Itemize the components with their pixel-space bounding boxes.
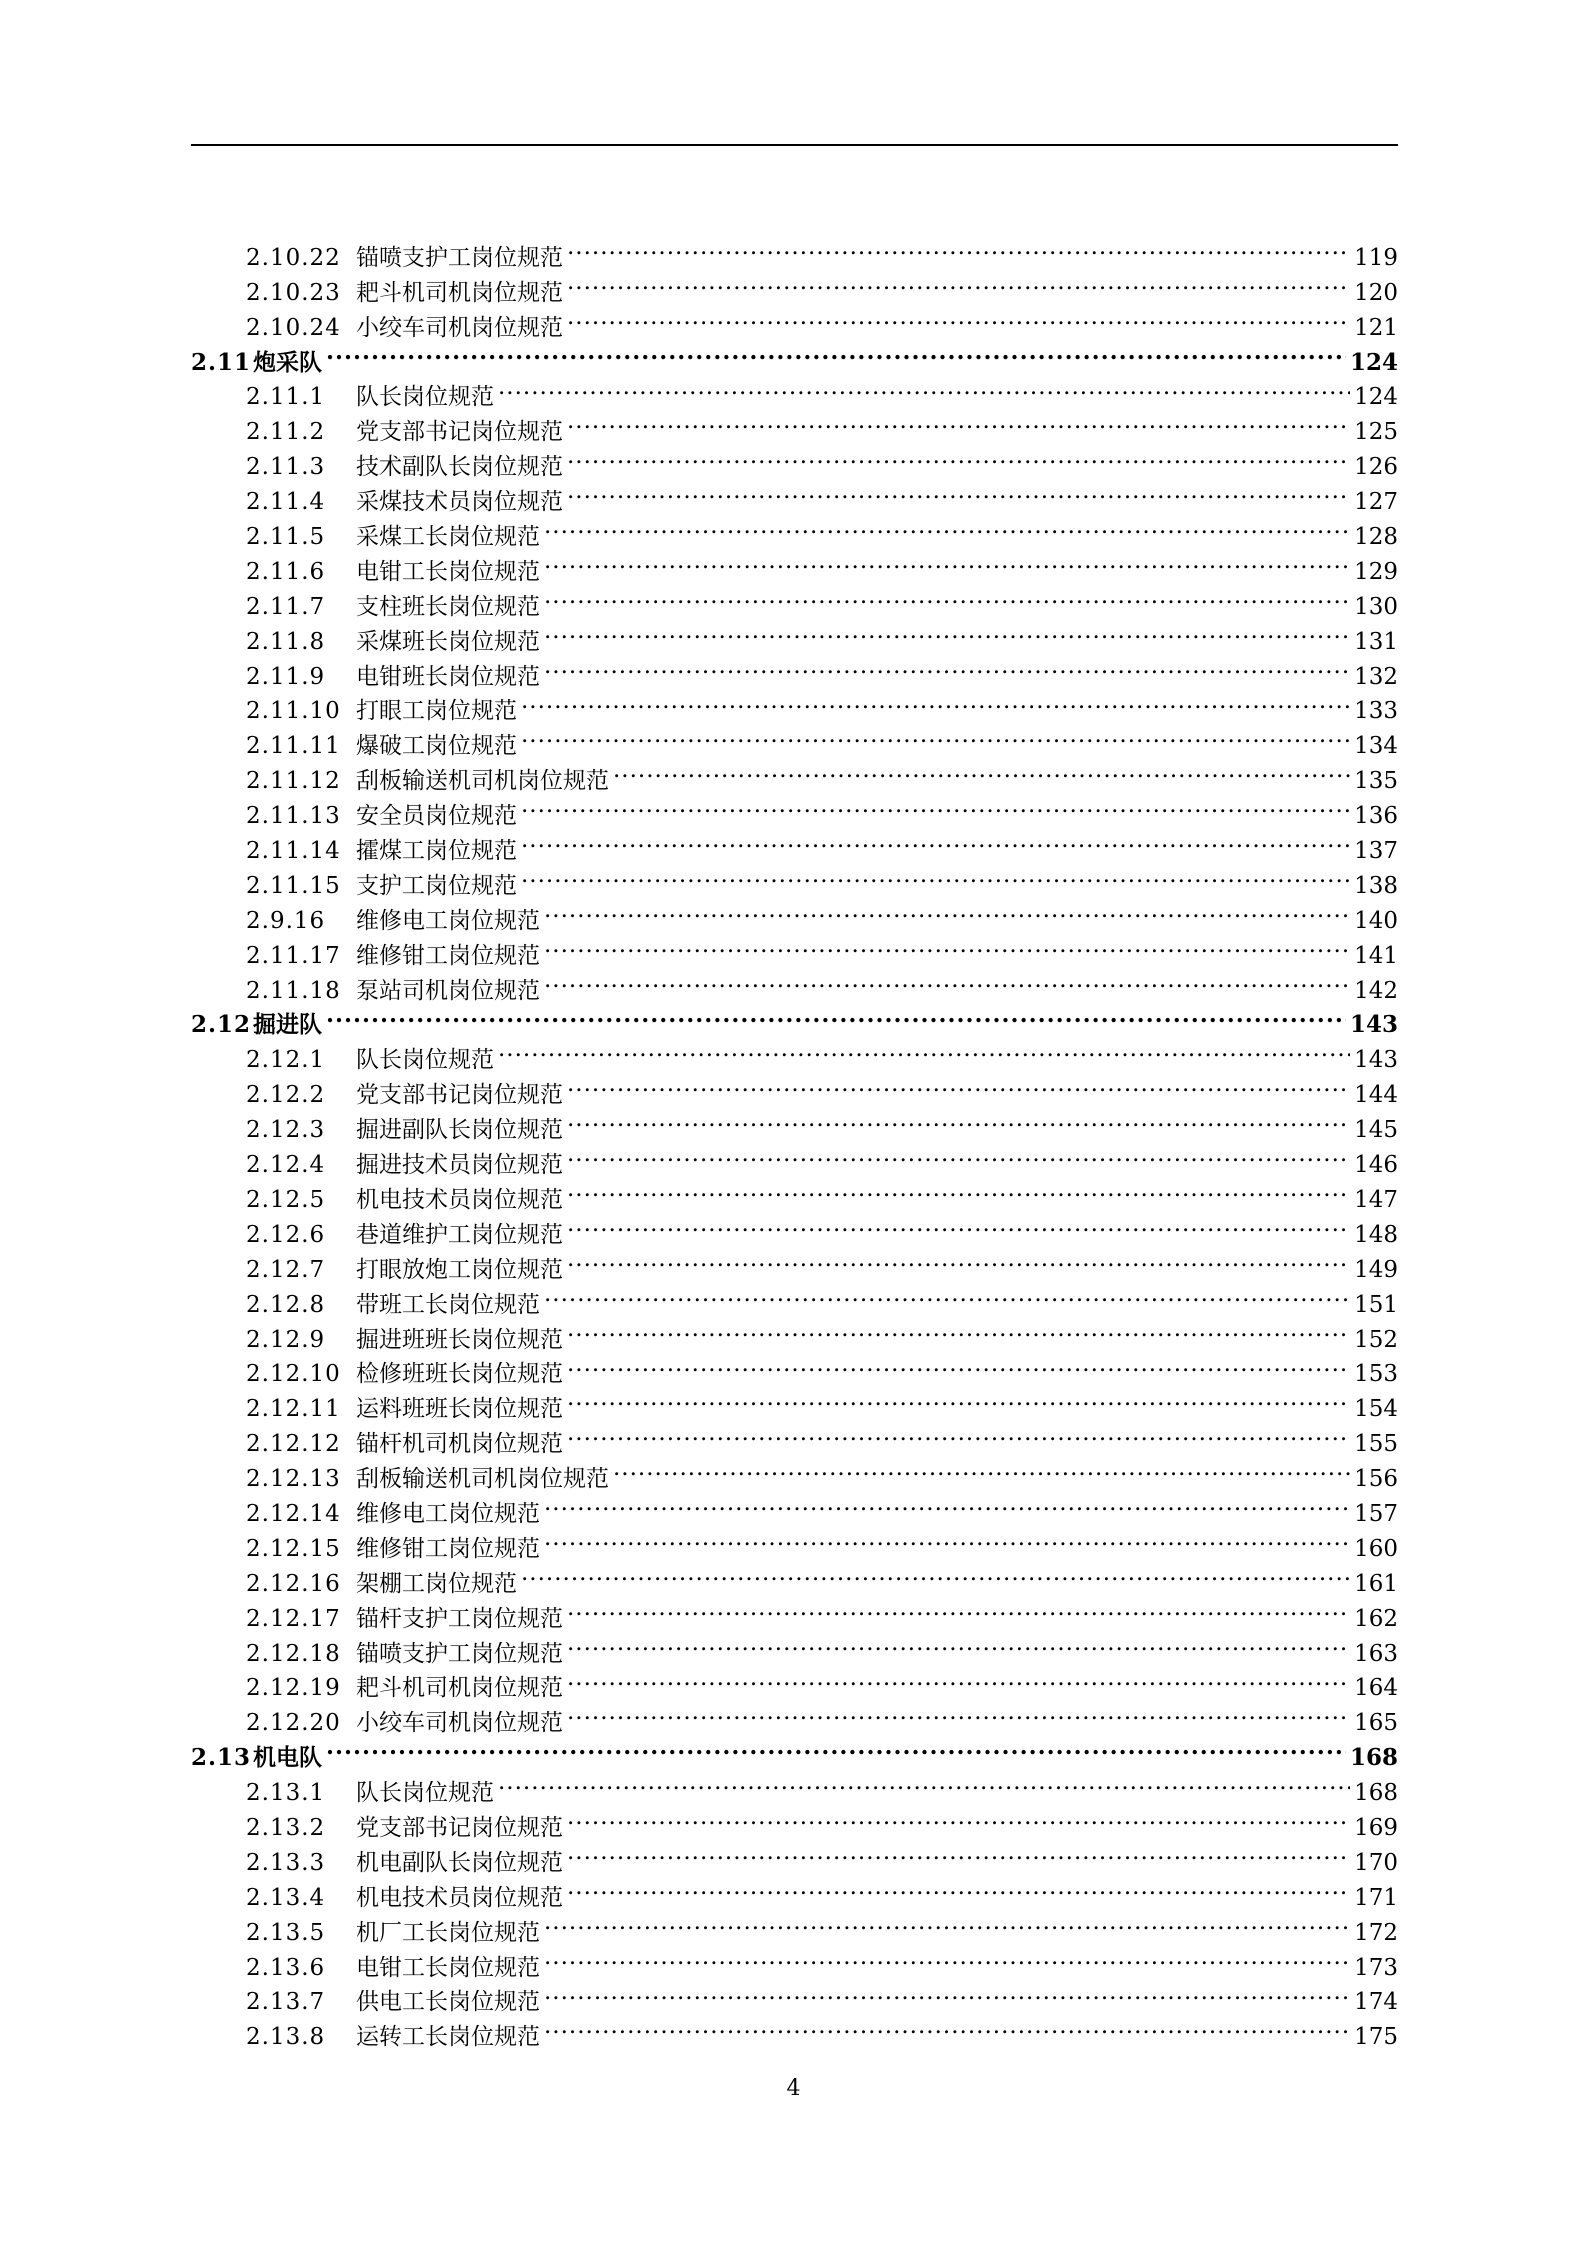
toc-entry-number: 2.12.12 [246,1431,341,1458]
toc-entry[interactable] [191,1765,1398,1807]
toc-entry-number: 2.11.14 [246,838,341,865]
toc-dot-leader [498,1032,1350,1067]
toc-entry-title: 掘进技术员岗位规范 [356,1152,563,1179]
toc-entry-title: 运料班班长岗位规范 [356,1396,563,1423]
toc-entry-number: 2.12.20 [246,1710,341,1737]
toc-dot-leader [567,1591,1350,1626]
toc-dot-leader [567,1347,1350,1382]
toc-entry-page: 119 [1354,244,1398,271]
toc-entry-page: 175 [1354,2024,1398,2051]
toc-dot-leader [326,998,1346,1033]
toc-entry-title: 攉煤工岗位规范 [356,838,517,865]
toc-entry-number: 2.13.5 [246,1919,326,1946]
toc-entry-title: 小绞车司机岗位规范 [356,1710,563,1737]
toc-entry-page: 126 [1354,454,1398,481]
toc-entry-page: 142 [1354,977,1398,1004]
toc-entry-page: 141 [1354,942,1398,969]
toc-entry-title: 队长岗位规范 [356,384,494,411]
toc-entry-number: 2.12 [191,1011,252,1039]
toc-entry[interactable] [191,1032,1398,1074]
toc-entry-number: 2.11.7 [246,593,326,620]
toc-entry-page: 127 [1354,489,1398,516]
toc-dot-leader [521,718,1350,753]
toc-entry-title: 掘进副队长岗位规范 [356,1117,563,1144]
toc-entry-number: 2.10.22 [246,244,341,271]
toc-dot-leader [544,1277,1350,1312]
page-number: 4 [786,2076,801,2101]
toc-dot-leader [544,1521,1350,1556]
toc-entry-page: 147 [1354,1186,1398,1213]
toc-entry-title: 维修钳工岗位规范 [356,1535,540,1562]
toc-entry-title: 炮采队 [253,348,322,376]
toc-entry-page: 125 [1354,419,1398,446]
toc-section-entry[interactable] [191,335,1398,376]
toc-dot-leader [498,370,1350,405]
toc-entry-title: 架棚工岗位规范 [356,1570,517,1597]
toc-entry-title: 巷道维护工岗位规范 [356,1221,563,1248]
toc-entry-page: 120 [1354,279,1398,306]
toc-entry-page: 132 [1354,663,1398,690]
toc-entry-page: 149 [1354,1256,1398,1283]
toc-entry-number: 2.11.2 [246,419,326,446]
toc-entry-page: 157 [1354,1500,1398,1527]
toc-dot-leader [521,823,1350,858]
toc-dot-leader [567,474,1350,509]
toc-entry-page: 151 [1354,1291,1398,1318]
toc-dot-leader [567,1137,1350,1172]
toc-dot-leader [613,753,1350,788]
toc-entry-number: 2.11.11 [246,733,341,760]
toc-entry-title: 电钳工长岗位规范 [356,558,540,585]
toc-entry-number: 2.12.9 [246,1326,326,1353]
toc-entry-title: 机电队 [253,1744,322,1772]
toc-entry-page: 171 [1354,1884,1398,1911]
toc-entry-title: 刮板输送机司机岗位规范 [356,768,609,795]
toc-entry-number: 2.13.8 [246,2024,326,2051]
toc-dot-leader [567,1416,1350,1451]
toc-dot-leader [567,439,1350,474]
toc-entry-page: 160 [1354,1535,1398,1562]
toc-dot-leader [567,230,1350,265]
toc-entry-page: 153 [1354,1361,1398,1388]
toc-dot-leader [567,300,1350,335]
toc-entry-title: 电钳工长岗位规范 [356,1954,540,1981]
toc-entry-page: 148 [1354,1221,1398,1248]
toc-entry-page: 129 [1354,558,1398,585]
toc-entry-page: 161 [1354,1570,1398,1597]
toc-entry-page: 136 [1354,803,1398,830]
toc-entry-page: 124 [1354,384,1398,411]
toc-entry-page: 156 [1354,1466,1398,1493]
toc-entry-number: 2.11.9 [246,663,326,690]
toc-entry-title: 支柱班长岗位规范 [356,593,540,620]
toc-dot-leader [567,1102,1350,1137]
toc-entry-page: 164 [1354,1675,1398,1702]
toc-dot-leader [567,1172,1350,1207]
toc-dot-leader [544,1486,1350,1521]
toc-dot-leader [521,858,1350,893]
toc-entry-page: 137 [1354,838,1398,865]
toc-entry-number: 2.11.3 [246,454,326,481]
toc-entry-number: 2.12.5 [246,1186,326,1213]
toc-entry-title: 掘进班班长岗位规范 [356,1326,563,1353]
toc-entry-title: 机电技术员岗位规范 [356,1186,563,1213]
toc-entry-number: 2.12.6 [246,1221,326,1248]
toc-dot-leader [544,1940,1350,1975]
toc-dot-leader [567,404,1350,439]
toc-entry-number: 2.11.18 [246,977,341,1004]
toc-dot-leader [544,649,1350,684]
toc-entry-title: 机电技术员岗位规范 [356,1884,563,1911]
toc-entry-title: 党支部书记岗位规范 [356,1814,563,1841]
toc-entry-title: 技术副队长岗位规范 [356,454,563,481]
toc-entry-title: 打眼工岗位规范 [356,698,517,725]
toc-dot-leader [544,579,1350,614]
toc-dot-leader [567,265,1350,300]
toc-dot-leader [567,1695,1350,1730]
toc-entry-page: 128 [1354,524,1398,551]
toc-entry-page: 154 [1354,1396,1398,1423]
toc-entry-number: 2.13.7 [246,1989,326,2016]
toc-entry-number: 2.12.2 [246,1082,326,1109]
toc-dot-leader [544,1905,1350,1940]
toc-dot-leader [613,1451,1350,1486]
toc-entry-title: 党支部书记岗位规范 [356,419,563,446]
toc-entry-title: 机电副队长岗位规范 [356,1849,563,1876]
toc-dot-leader [544,614,1350,649]
toc-entry-number: 2.11.5 [246,524,326,551]
toc-dot-leader [567,1312,1350,1347]
toc-dot-leader [544,1975,1350,2010]
toc-entry-number: 2.13 [191,1744,252,1772]
toc-entry-page: 162 [1354,1605,1398,1632]
toc-entry-title: 锚杆支护工岗位规范 [356,1605,563,1632]
toc-entry-title: 维修电工岗位规范 [356,1500,540,1527]
toc-entry-number: 2.12.10 [246,1361,341,1388]
toc-entry-number: 2.11.1 [246,384,326,411]
toc-entry-number: 2.12.1 [246,1047,326,1074]
toc-entry-number: 2.12.14 [246,1500,341,1527]
toc-dot-leader [544,544,1350,579]
toc-entry[interactable] [191,230,1398,271]
toc-entry-title: 队长岗位规范 [356,1047,494,1074]
toc-entry-number: 2.10.24 [246,314,341,341]
toc-entry-title: 锚喷支护工岗位规范 [356,1640,563,1667]
toc-entry-title: 打眼放炮工岗位规范 [356,1256,563,1283]
toc-entry-page: 133 [1354,698,1398,725]
toc-entry-title: 安全员岗位规范 [356,803,517,830]
toc-dot-leader [326,1730,1346,1765]
toc-entry-page: 165 [1354,1710,1398,1737]
toc-entry-page: 138 [1354,872,1398,899]
toc-entry-title: 运转工长岗位规范 [356,2024,540,2051]
toc-entry-number: 2.11.17 [246,942,341,969]
toc-entry-number: 2.12.13 [246,1466,341,1493]
toc-entry-number: 2.12.11 [246,1396,341,1423]
toc-entry-title: 刮板输送机司机岗位规范 [356,1466,609,1493]
toc-dot-leader [326,335,1346,370]
toc-entry-title: 锚杆机司机岗位规范 [356,1431,563,1458]
toc-entry-page: 172 [1354,1919,1398,1946]
toc-entry-page: 174 [1354,1989,1398,2016]
toc-entry-title: 耙斗机司机岗位规范 [356,1675,563,1702]
toc-entry-number: 2.12.17 [246,1605,341,1632]
toc-entry-page: 144 [1354,1082,1398,1109]
toc-entry-title: 电钳班长岗位规范 [356,663,540,690]
toc-entry-page: 173 [1354,1954,1398,1981]
toc-entry-number: 2.13.4 [246,1884,326,1911]
toc-section-entry[interactable] [191,1730,1398,1772]
toc-entry-title: 带班工长岗位规范 [356,1291,540,1318]
toc-dot-leader [567,1835,1350,1870]
toc-entry-page: 152 [1354,1326,1398,1353]
toc-entry-number: 2.13.2 [246,1814,326,1841]
toc-entry-title: 锚喷支护工岗位规范 [356,244,563,271]
toc-dot-leader [544,928,1350,963]
toc-entry-number: 2.9.16 [246,907,326,934]
toc-entry-page: 146 [1354,1152,1398,1179]
toc-entry-page: 135 [1354,768,1398,795]
toc-entry-number: 2.11.12 [246,768,341,795]
toc-entry[interactable] [191,370,1398,411]
toc-entry-title: 维修钳工岗位规范 [356,942,540,969]
toc-entry-number: 2.12.18 [246,1640,341,1667]
toc-dot-leader [544,963,1350,998]
toc-dot-leader [567,1626,1350,1661]
toc-entry-number: 2.13.1 [246,1780,326,1807]
toc-entry-page: 168 [1354,1780,1398,1807]
toc-entry-number: 2.11.6 [246,558,326,585]
toc-dot-leader [544,2009,1350,2044]
toc-entry-page: 168 [1349,1744,1398,1772]
toc-entry-number: 2.12.7 [246,1256,326,1283]
toc-entry-title: 小绞车司机岗位规范 [356,314,563,341]
toc-dot-leader [498,1765,1350,1800]
toc-dot-leader [544,893,1350,928]
toc-entry-title: 掘进队 [253,1011,322,1039]
toc-entry-title: 耙斗机司机岗位规范 [356,279,563,306]
toc-entry-number: 2.12.8 [246,1291,326,1318]
toc-entry-title: 队长岗位规范 [356,1780,494,1807]
toc-entry-number: 2.11.8 [246,628,326,655]
toc-section-entry[interactable] [191,998,1398,1039]
toc-dot-leader [567,1242,1350,1277]
toc-dot-leader [567,1067,1350,1102]
toc-entry-number: 2.12.16 [246,1570,341,1597]
toc-dot-leader [567,1381,1350,1416]
toc-entry-number: 2.11.4 [246,489,326,516]
toc-entry-number: 2.13.6 [246,1954,326,1981]
toc-entry-number: 2.10.23 [246,279,341,306]
toc-entry-number: 2.12.19 [246,1675,341,1702]
toc-entry-page: 130 [1354,593,1398,620]
toc-dot-leader [521,788,1350,823]
toc-entry-title: 维修电工岗位规范 [356,907,540,934]
toc-entry-title: 采煤工长岗位规范 [356,524,540,551]
toc-entry-page: 145 [1354,1117,1398,1144]
toc-entry-page: 169 [1354,1814,1398,1841]
toc-dot-leader [544,509,1350,544]
toc-entry-page: 121 [1354,314,1398,341]
toc-entry-title: 供电工长岗位规范 [356,1989,540,2016]
header-rule [191,144,1398,146]
toc-entry-page: 134 [1354,733,1398,760]
toc-entry-page: 143 [1354,1047,1398,1074]
toc-entry-number: 2.13.3 [246,1849,326,1876]
table-of-contents [191,230,1398,2051]
toc-entry-page: 124 [1349,348,1398,376]
toc-dot-leader [521,684,1350,719]
toc-dot-leader [521,1556,1350,1591]
toc-entry-title: 泵站司机岗位规范 [356,977,540,1004]
toc-entry-page: 170 [1354,1849,1398,1876]
toc-entry-page: 131 [1354,628,1398,655]
toc-dot-leader [567,1870,1350,1905]
toc-entry-page: 143 [1349,1011,1398,1039]
toc-entry-title: 采煤技术员岗位规范 [356,489,563,516]
toc-dot-leader [567,1661,1350,1696]
toc-entry-title: 采煤班长岗位规范 [356,628,540,655]
toc-entry-number: 2.12.4 [246,1152,326,1179]
toc-entry-number: 2.11 [191,348,252,376]
toc-entry-number: 2.11.15 [246,872,341,899]
toc-dot-leader [567,1800,1350,1835]
toc-dot-leader [567,1207,1350,1242]
toc-entry-number: 2.12.3 [246,1117,326,1144]
toc-entry-title: 检修班班长岗位规范 [356,1361,563,1388]
toc-entry-page: 163 [1354,1640,1398,1667]
toc-entry-page: 140 [1354,907,1398,934]
toc-entry-number: 2.11.13 [246,803,341,830]
toc-entry-title: 支护工岗位规范 [356,872,517,899]
toc-entry-title: 党支部书记岗位规范 [356,1082,563,1109]
toc-entry-page: 155 [1354,1431,1398,1458]
toc-entry-title: 机厂工长岗位规范 [356,1919,540,1946]
toc-entry-number: 2.12.15 [246,1535,341,1562]
toc-entry-title: 爆破工岗位规范 [356,733,517,760]
toc-entry-number: 2.11.10 [246,698,341,725]
